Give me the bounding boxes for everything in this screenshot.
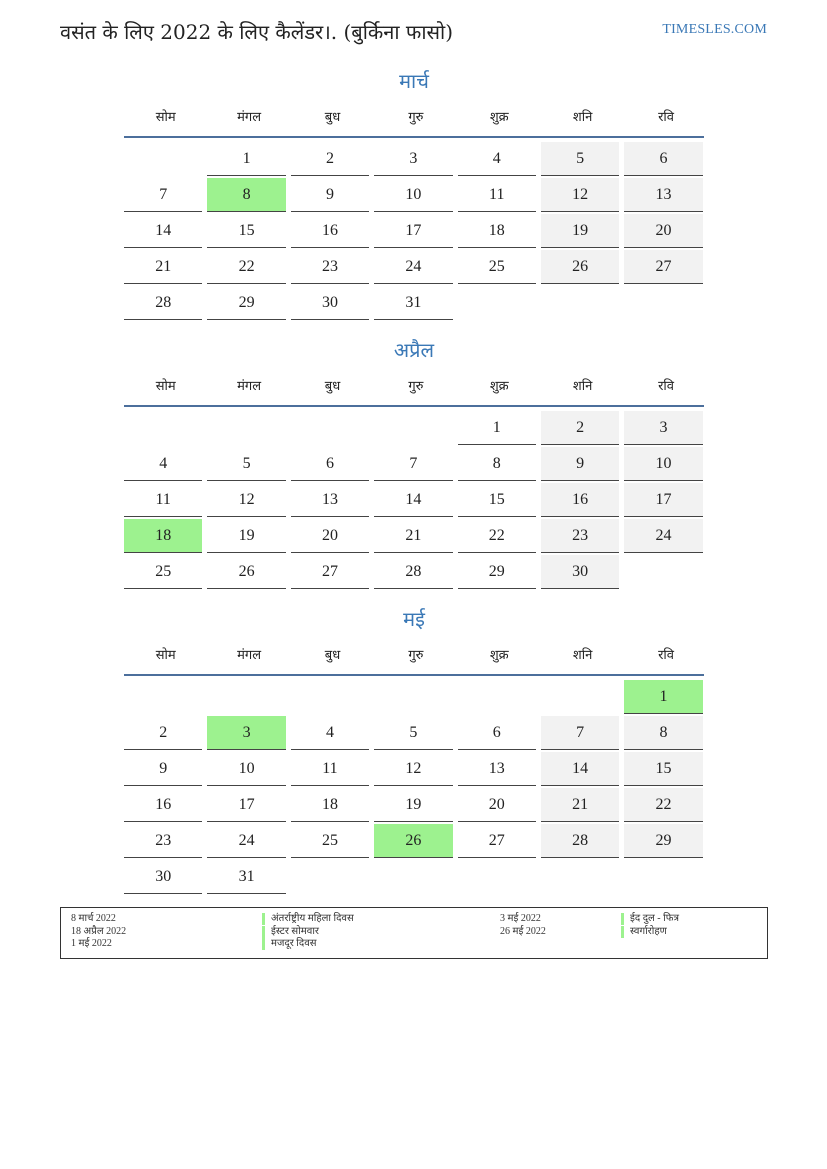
day-cell[interactable] (124, 483, 207, 519)
day-number: 18 (458, 214, 536, 248)
day-cell[interactable] (291, 555, 374, 591)
day-cell[interactable] (207, 142, 290, 178)
day-number: 7 (541, 716, 619, 750)
day-number (291, 860, 369, 894)
day-cell[interactable] (124, 447, 207, 483)
day-cell[interactable] (207, 178, 290, 214)
day-number: 23 (541, 519, 619, 553)
day-cell[interactable] (207, 752, 290, 788)
day-number (374, 860, 452, 894)
day-number: 4 (458, 142, 536, 176)
day-cell[interactable] (374, 142, 457, 178)
day-number: 4 (291, 716, 369, 750)
empty-cell (458, 680, 541, 716)
day-cell[interactable] (458, 519, 541, 555)
day-number (374, 411, 452, 445)
weekday-label: शुक्र (489, 379, 509, 394)
day-cell[interactable] (374, 824, 457, 860)
holiday-legend (60, 907, 768, 959)
day-number: 3 (374, 142, 452, 176)
weekday-label: शनि (572, 110, 593, 125)
empty-cell (374, 680, 457, 716)
day-cell[interactable] (624, 250, 707, 286)
day-number: 9 (541, 447, 619, 481)
day-cell[interactable] (124, 214, 207, 250)
day-number: 8 (207, 178, 285, 212)
legend-holiday-name: स्वर्गारोहण (621, 926, 667, 938)
day-cell[interactable] (458, 447, 541, 483)
day-cell[interactable] (291, 519, 374, 555)
legend-date: 1 मई 2022 (71, 938, 112, 949)
day-cell[interactable] (541, 716, 624, 752)
day-cell[interactable] (541, 411, 624, 447)
month-title: मार्च (399, 69, 429, 93)
day-number: 21 (541, 788, 619, 822)
day-number: 19 (374, 788, 452, 822)
day-grid (124, 142, 704, 322)
day-cell[interactable] (124, 752, 207, 788)
day-grid (124, 411, 704, 591)
day-number: 22 (624, 788, 702, 822)
day-cell[interactable] (541, 250, 624, 286)
day-cell[interactable] (624, 142, 707, 178)
day-number: 5 (207, 447, 285, 481)
day-number: 30 (291, 286, 369, 320)
day-number: 3 (624, 411, 702, 445)
legend-holiday-name: ईस्टर सोमवार (262, 926, 319, 938)
day-cell[interactable] (374, 483, 457, 519)
legend-holiday-name: मजदूर दिवस (262, 938, 317, 950)
day-number: 13 (291, 483, 369, 517)
day-cell[interactable] (374, 447, 457, 483)
day-cell[interactable] (124, 716, 207, 752)
empty-cell (124, 411, 207, 447)
day-cell[interactable] (624, 411, 707, 447)
day-cell[interactable] (624, 752, 707, 788)
day-cell[interactable] (207, 824, 290, 860)
day-number: 9 (124, 752, 202, 786)
day-number (207, 680, 285, 714)
day-cell[interactable] (207, 447, 290, 483)
empty-cell (291, 860, 374, 896)
day-number: 25 (291, 824, 369, 858)
empty-cell (624, 555, 707, 591)
day-number: 7 (124, 178, 202, 212)
day-number: 26 (541, 250, 619, 284)
day-number: 27 (458, 824, 536, 858)
day-number: 29 (624, 824, 702, 858)
day-number: 26 (374, 824, 452, 858)
day-number: 20 (624, 214, 702, 248)
day-number: 14 (541, 752, 619, 786)
weekday-label: मंगल (237, 648, 262, 663)
day-number (207, 411, 285, 445)
weekday-label: गुरु (408, 379, 424, 394)
day-number: 31 (207, 860, 285, 894)
day-number: 15 (207, 214, 285, 248)
day-number: 29 (458, 555, 536, 589)
day-number: 12 (207, 483, 285, 517)
day-number (624, 860, 702, 894)
day-cell[interactable] (624, 680, 707, 716)
day-cell[interactable] (458, 716, 541, 752)
weekday-label: बुध (324, 648, 341, 663)
day-cell[interactable] (458, 555, 541, 591)
day-cell[interactable] (374, 519, 457, 555)
day-number: 17 (207, 788, 285, 822)
day-cell[interactable] (374, 788, 457, 824)
day-number: 12 (374, 752, 452, 786)
day-cell[interactable] (124, 860, 207, 896)
day-number: 23 (291, 250, 369, 284)
day-number: 8 (624, 716, 702, 750)
empty-cell (291, 680, 374, 716)
day-number: 14 (124, 214, 202, 248)
empty-cell (624, 286, 707, 322)
day-number: 18 (124, 519, 202, 553)
day-number: 29 (207, 286, 285, 320)
day-number (124, 680, 202, 714)
day-number (541, 680, 619, 714)
weekday-label: रवि (658, 648, 674, 663)
day-number: 2 (291, 142, 369, 176)
day-number (541, 860, 619, 894)
day-cell[interactable] (207, 519, 290, 555)
empty-cell (291, 411, 374, 447)
day-number (124, 142, 202, 176)
day-number: 10 (624, 447, 702, 481)
day-number: 6 (291, 447, 369, 481)
day-number: 28 (541, 824, 619, 858)
day-number: 22 (458, 519, 536, 553)
day-cell[interactable] (458, 214, 541, 250)
day-cell[interactable] (124, 555, 207, 591)
day-number (374, 680, 452, 714)
day-number: 16 (291, 214, 369, 248)
day-number: 24 (207, 824, 285, 858)
day-number: 14 (374, 483, 452, 517)
day-cell[interactable] (291, 447, 374, 483)
day-cell[interactable] (374, 752, 457, 788)
day-number: 11 (291, 752, 369, 786)
day-cell[interactable] (458, 483, 541, 519)
day-number: 25 (124, 555, 202, 589)
day-number (458, 286, 536, 320)
day-cell[interactable] (291, 178, 374, 214)
day-number (624, 286, 702, 320)
day-cell[interactable] (374, 178, 457, 214)
day-number: 25 (458, 250, 536, 284)
month-title: अप्रैल (393, 338, 435, 362)
day-number: 1 (207, 142, 285, 176)
day-number (624, 555, 702, 589)
day-number: 17 (374, 214, 452, 248)
day-cell[interactable] (207, 483, 290, 519)
legend-date: 8 मार्च 2022 (71, 913, 116, 924)
day-cell[interactable] (541, 142, 624, 178)
day-cell[interactable] (541, 824, 624, 860)
day-number: 30 (541, 555, 619, 589)
day-cell[interactable] (374, 214, 457, 250)
day-cell[interactable] (374, 286, 457, 322)
empty-cell (624, 860, 707, 896)
day-cell[interactable] (207, 860, 290, 896)
day-cell[interactable] (124, 250, 207, 286)
weekday-header (124, 638, 704, 676)
day-cell[interactable] (541, 214, 624, 250)
day-cell[interactable] (374, 555, 457, 591)
empty-cell (541, 680, 624, 716)
day-number (291, 411, 369, 445)
weekday-label: शुक्र (489, 648, 509, 663)
day-number (291, 680, 369, 714)
day-cell[interactable] (458, 250, 541, 286)
weekday-label: गुरु (408, 648, 424, 663)
day-cell[interactable] (207, 555, 290, 591)
day-cell[interactable] (124, 788, 207, 824)
weekday-label: सोम (155, 110, 176, 125)
day-cell[interactable] (207, 788, 290, 824)
day-number: 21 (374, 519, 452, 553)
day-number: 17 (624, 483, 702, 517)
day-cell[interactable] (541, 555, 624, 591)
day-cell[interactable] (541, 447, 624, 483)
day-number (458, 860, 536, 894)
day-grid (124, 680, 704, 896)
day-number: 6 (458, 716, 536, 750)
weekday-label: गुरु (408, 110, 424, 125)
day-cell[interactable] (541, 178, 624, 214)
empty-cell (458, 860, 541, 896)
day-number: 4 (124, 447, 202, 481)
month-title: मई (403, 607, 425, 631)
day-number: 18 (291, 788, 369, 822)
day-number: 22 (207, 250, 285, 284)
site-link[interactable]: TIMESLES.COM (662, 22, 767, 37)
day-number: 27 (624, 250, 702, 284)
day-cell[interactable] (541, 519, 624, 555)
day-number: 20 (458, 788, 536, 822)
day-number: 20 (291, 519, 369, 553)
day-cell[interactable] (124, 286, 207, 322)
day-cell[interactable] (124, 178, 207, 214)
day-number: 11 (458, 178, 536, 212)
day-number (541, 286, 619, 320)
day-cell[interactable] (291, 250, 374, 286)
day-number: 3 (207, 716, 285, 750)
day-cell[interactable] (624, 178, 707, 214)
day-number: 5 (374, 716, 452, 750)
empty-cell (124, 142, 207, 178)
day-cell[interactable] (291, 752, 374, 788)
day-cell[interactable] (541, 483, 624, 519)
day-cell[interactable] (624, 788, 707, 824)
day-cell[interactable] (458, 142, 541, 178)
weekday-header (124, 369, 704, 407)
legend-date: 18 अप्रैल 2022 (71, 925, 127, 937)
empty-cell (124, 680, 207, 716)
day-cell[interactable] (624, 447, 707, 483)
day-number: 15 (624, 752, 702, 786)
day-number: 12 (541, 178, 619, 212)
weekday-label: शनि (572, 648, 593, 663)
day-cell[interactable] (207, 716, 290, 752)
day-cell[interactable] (124, 519, 207, 555)
day-cell[interactable] (624, 824, 707, 860)
day-number: 13 (624, 178, 702, 212)
day-cell[interactable] (624, 716, 707, 752)
weekday-label: सोम (155, 379, 176, 394)
day-cell[interactable] (458, 178, 541, 214)
day-cell[interactable] (458, 752, 541, 788)
day-number: 19 (541, 214, 619, 248)
day-number (458, 680, 536, 714)
day-number: 5 (541, 142, 619, 176)
day-number: 6 (624, 142, 702, 176)
day-cell[interactable] (291, 824, 374, 860)
day-cell[interactable] (624, 519, 707, 555)
day-number: 16 (124, 788, 202, 822)
empty-cell (374, 411, 457, 447)
day-cell[interactable] (291, 788, 374, 824)
day-cell[interactable] (207, 286, 290, 322)
weekday-label: रवि (658, 110, 674, 125)
day-cell[interactable] (374, 250, 457, 286)
empty-cell (207, 680, 290, 716)
day-cell[interactable] (541, 752, 624, 788)
day-number: 1 (624, 680, 702, 714)
day-number: 21 (124, 250, 202, 284)
day-number: 30 (124, 860, 202, 894)
weekday-label: मंगल (237, 379, 262, 394)
day-cell[interactable] (291, 483, 374, 519)
day-cell[interactable] (291, 286, 374, 322)
day-cell[interactable] (541, 788, 624, 824)
day-number: 8 (458, 447, 536, 481)
empty-cell (458, 286, 541, 322)
day-number: 11 (124, 483, 202, 517)
day-cell[interactable] (458, 411, 541, 447)
page-title: वसंत के लिए 2022 के लिए कैलेंडर।. (बुर्किना फासो) (60, 20, 454, 44)
weekday-label: सोम (155, 648, 176, 663)
day-cell[interactable] (374, 716, 457, 752)
day-number: 23 (124, 824, 202, 858)
day-number: 27 (291, 555, 369, 589)
empty-cell (374, 860, 457, 896)
empty-cell (541, 860, 624, 896)
day-number: 15 (458, 483, 536, 517)
month-may (124, 604, 704, 896)
day-number (124, 411, 202, 445)
day-number: 24 (624, 519, 702, 553)
empty-cell (541, 286, 624, 322)
day-cell[interactable] (291, 142, 374, 178)
day-number: 31 (374, 286, 452, 320)
legend-date: 3 मई 2022 (500, 913, 541, 924)
weekday-label: मंगल (237, 110, 262, 125)
day-cell[interactable] (624, 483, 707, 519)
day-number: 2 (541, 411, 619, 445)
weekday-label: बुध (324, 379, 341, 394)
legend-holiday-name: ईद दुल - फित्र (621, 913, 679, 925)
day-number: 7 (374, 447, 452, 481)
month-april (124, 335, 704, 591)
day-cell[interactable] (458, 788, 541, 824)
legend-date: 26 मई 2022 (500, 925, 546, 937)
day-cell[interactable] (291, 214, 374, 250)
day-cell[interactable] (207, 250, 290, 286)
day-cell[interactable] (124, 824, 207, 860)
day-number: 16 (541, 483, 619, 517)
day-number: 28 (124, 286, 202, 320)
day-cell[interactable] (291, 716, 374, 752)
day-number: 10 (374, 178, 452, 212)
weekday-label: शनि (572, 379, 593, 394)
day-cell[interactable] (624, 214, 707, 250)
day-number: 19 (207, 519, 285, 553)
weekday-header (124, 100, 704, 138)
empty-cell (207, 411, 290, 447)
day-number: 28 (374, 555, 452, 589)
day-cell[interactable] (207, 214, 290, 250)
day-number: 9 (291, 178, 369, 212)
day-number: 2 (124, 716, 202, 750)
day-number: 24 (374, 250, 452, 284)
month-march (124, 66, 704, 322)
weekday-label: शुक्र (489, 110, 509, 125)
day-cell[interactable] (458, 824, 541, 860)
day-number: 1 (458, 411, 536, 445)
day-number: 13 (458, 752, 536, 786)
legend-holiday-name: अंतर्राष्ट्रीय महिला दिवस (262, 913, 354, 925)
day-number: 26 (207, 555, 285, 589)
weekday-label: रवि (658, 379, 674, 394)
day-number: 10 (207, 752, 285, 786)
weekday-label: बुध (324, 110, 341, 125)
